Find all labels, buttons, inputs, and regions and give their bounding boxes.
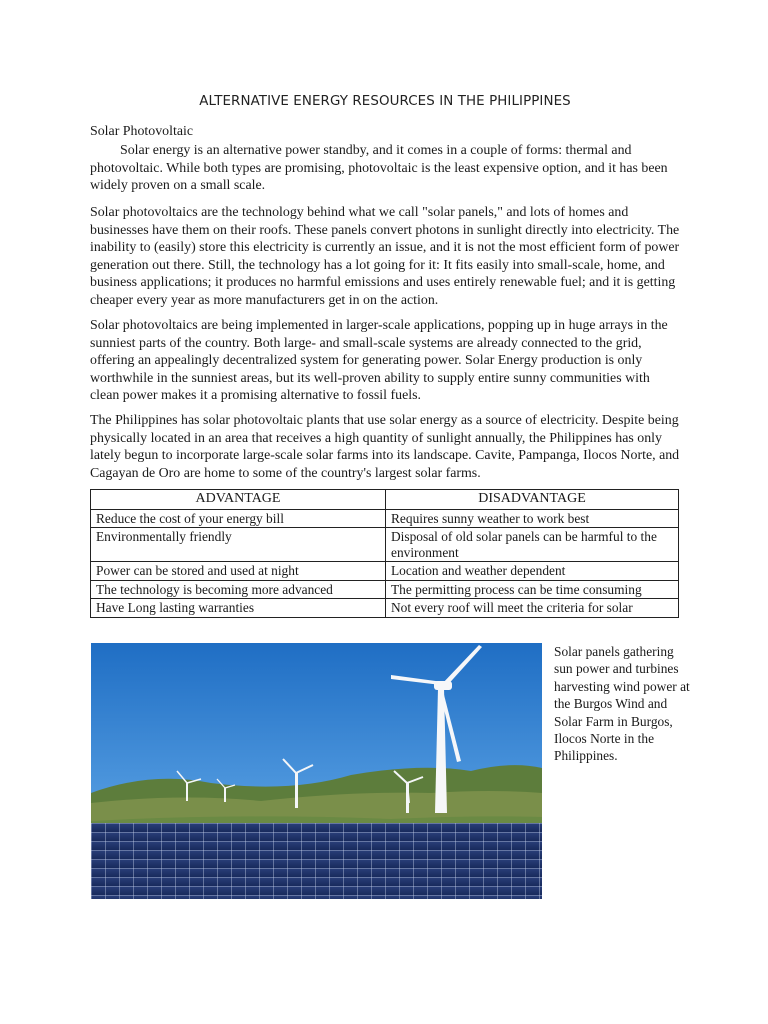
header-disadvantage: DISADVANTAGE (386, 490, 679, 510)
wind-solar-farm-photo (91, 643, 542, 899)
paragraph-2: Solar photovoltaics are the technology behind what we call "solar panels," and lots of homes and businesses have them on their roofs. These panels convert photons in sunlight directly into electricity. The inability to (easily) store this electricity is currently an issue, and it is not the most efficient form of power generation out there. Still, the technology has a lot going for it: It fits easily into small-scale, home, and business applications; it produces no harmful emissions and uses entirely renewable fuel; and it is getting cheaper every year as more manufacturers get in on the action. (90, 205, 680, 308)
table-row (91, 580, 679, 599)
paragraph-1: Solar energy is an alternative power standby, and it comes in a couple of forms: thermal and photovoltaic. While both types are promising, photovoltaic is the least expensive option, and it has been widely proven on a small scale. (90, 143, 668, 194)
table-row (91, 599, 679, 618)
table-row (91, 509, 679, 528)
table-cell: Environmentally friendly (91, 528, 386, 562)
table-header-row (91, 490, 679, 510)
paragraph-4: The Philippines has solar photovoltaic plants that use solar energy as a source of electricity. Despite being physically located in an area that receives a high quantity of sunlight annually, the Philippines has only lately begun to incorporate large-scale solar farms into its landscape. Cavite, Pampanga, Ilocos Norte, and Cagayan de Oro are home to some of the country's largest solar farms. (90, 413, 680, 481)
table-cell: Power can be stored and used at night (91, 562, 386, 581)
table-cell: Disposal of old solar panels can be harmful to the environment (386, 528, 679, 562)
photo-caption: Solar panels gathering sun power and turbines harvesting wind power at the Burgos Wind and Solar Farm in Burgos, Ilocos Norte in the Philippines. (554, 644, 690, 764)
table-row (91, 528, 679, 562)
paragraph-3: Solar photovoltaics are being implemented in larger-scale applications, popping up in huge arrays in the sunniest parts of the country. Both large- and small-scale systems are already connected to the grid, offering an appealingly decentralized system for generating power. Solar Energy production is only worthwhile in the sunniest areas, but its well-proven ability to supply entire sunny communities with clean power makes it a promising alternative to fossil fuels. (90, 318, 668, 404)
table-cell: Not every roof will meet the criteria for solar (386, 599, 679, 618)
table-cell: Have Long lasting warranties (91, 599, 386, 618)
document-title: ALTERNATIVE ENERGY RESOURCES IN THE PHILIPPINES (199, 94, 571, 109)
table-cell: The technology is becoming more advanced (91, 580, 386, 599)
table-cell: Reduce the cost of your energy bill (91, 509, 386, 528)
table-row (91, 562, 679, 581)
section-heading: Solar Photovoltaic (90, 124, 194, 139)
advantages-table (90, 489, 679, 618)
table-cell: Requires sunny weather to work best (386, 509, 679, 528)
table-cell: The permitting process can be time consuming (386, 580, 679, 599)
table-cell: Location and weather dependent (386, 562, 679, 581)
header-advantage: ADVANTAGE (91, 490, 386, 510)
